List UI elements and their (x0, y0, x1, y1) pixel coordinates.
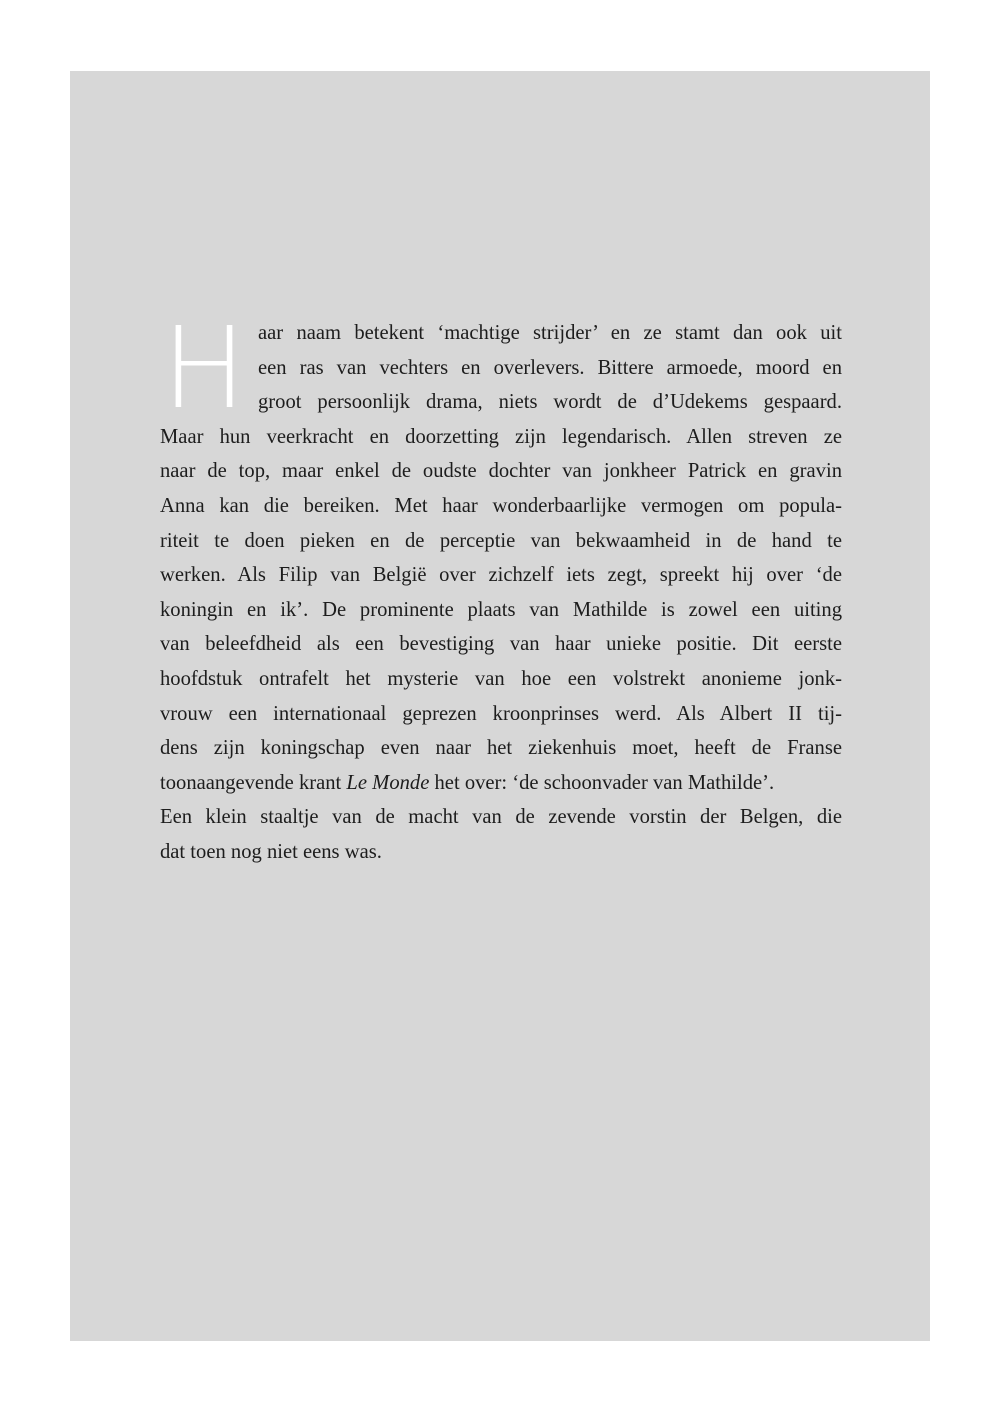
body-paragraph (160, 316, 842, 870)
paragraph-line: aar naam betekent ‘machtige strijder’ en ze stamt dan ook uit (258, 322, 842, 344)
drop-cap: H (162, 304, 247, 434)
paragraph-line: een ras van vechters en overlevers. Bittere armoede, moord en (258, 356, 842, 379)
paragraph-line: werken. Als Filip van België over zichzelf iets zegt, spreekt hij over ‘de (160, 564, 842, 587)
paragraph-line: Een klein staaltje van de macht van de zevende vorstin der Belgen, die (160, 806, 842, 829)
paragraph-line: riteit te doen pieken en de perceptie van bekwaamheid in de hand te (160, 529, 842, 552)
paragraph-line: Anna kan die bereiken. Met haar wonderbaarlijke vermogen om popula- (160, 494, 842, 517)
line-text: toonaangevende krant (160, 771, 347, 794)
paragraph-line: koningin en ik’. De prominente plaats van Mathilde is zowel een uiting (160, 598, 842, 621)
paragraph-line: groot persoonlijk drama, niets wordt de d’Udekems gespaard. (258, 391, 842, 414)
line-text: het over: ‘de schoonvader van Mathilde’. (429, 771, 775, 794)
paragraph-line: hoofdstuk ontrafelt het mysterie van hoe een volstrekt anonieme jonk- (160, 667, 842, 690)
paragraph-line: dat toen nog niet eens was. (160, 840, 382, 863)
paragraph-line: naar de top, maar enkel de oudste dochter van jonkheer Patrick en gravin (160, 460, 842, 483)
paragraph-line (160, 766, 842, 801)
paragraph-line: vrouw een internationaal geprezen kroonprinses werd. Als Albert II tij- (160, 702, 842, 725)
paragraph-line: van beleefdheid als een bevestiging van haar unieke positie. Dit eerste (160, 633, 842, 656)
paragraph-line: Maar hun veerkracht en doorzetting zijn legendarisch. Allen streven ze (160, 425, 842, 448)
paragraph-line: dens zijn koningschap even naar het ziekenhuis moet, heeft de Franse (160, 737, 842, 760)
newspaper-title: Le Monde (346, 771, 430, 794)
